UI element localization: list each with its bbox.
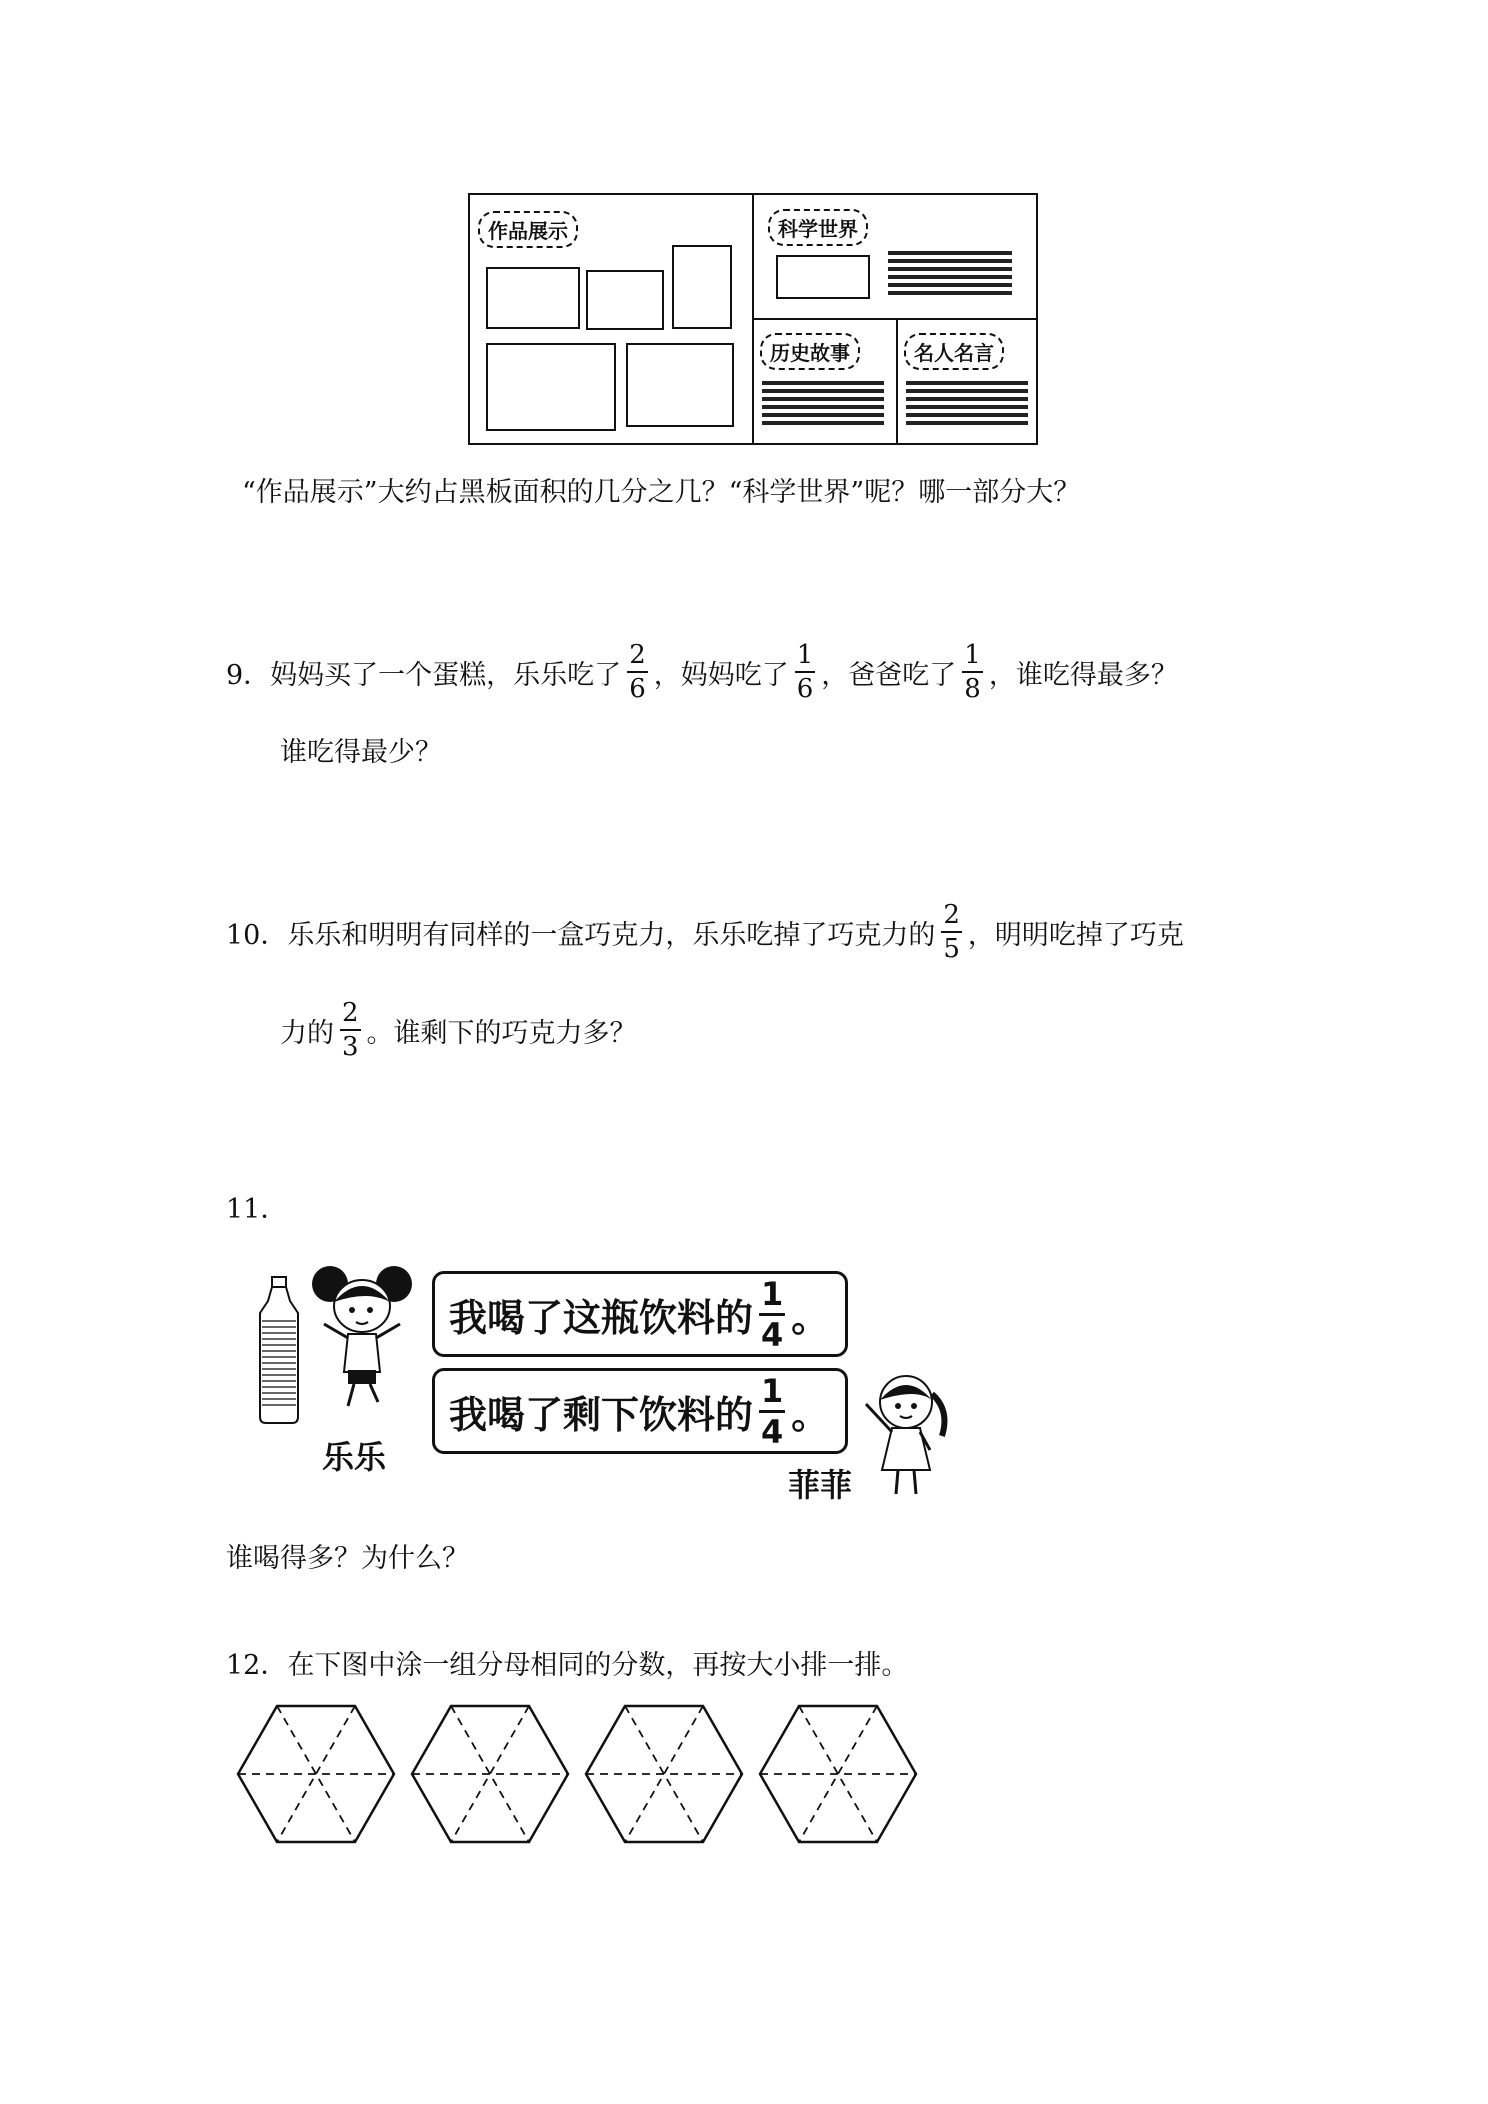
board-tag-quotes: 名人名言 [904, 333, 1004, 370]
q11-question: 谁喝得多？为什么？ [226, 1543, 469, 1574]
board-tag-science: 科学世界 [768, 209, 868, 246]
board-tag-works: 作品展示 [478, 211, 578, 248]
board-text-lines [906, 381, 1028, 425]
fraction: $\frac{2}{5}$ [943, 900, 960, 964]
board-frame [626, 343, 734, 427]
q9-line1 [226, 632, 1178, 712]
hexagon-row [236, 1700, 936, 1850]
fraction: $\frac{2}{6}$ [629, 640, 646, 704]
board-text-lines [888, 251, 1012, 295]
q9-number: 9． [226, 659, 271, 691]
q10-number: 10． [226, 919, 288, 951]
girl-feifei-illustration [846, 1370, 966, 1500]
q9-text: ，妈妈吃了 [653, 659, 789, 691]
bubble-text: 我喝了剩下饮料的 [449, 1392, 754, 1437]
fraction: $\frac{1}{6}$ [796, 640, 814, 704]
fraction: $\frac{1}{4}$ [761, 1371, 784, 1451]
board-frame [486, 343, 616, 431]
name-lele: 乐乐 [322, 1438, 387, 1476]
q9-text: ，谁吃得最多？ [988, 659, 1178, 691]
board-frame [486, 267, 580, 329]
board-divider-horizontal [752, 318, 1036, 320]
q10-text: 力的 [280, 1017, 334, 1049]
q8-question: “作品展示”大约占黑板面积的几分之几？“科学世界”呢？哪一部分大？ [242, 477, 1081, 508]
bubble-text: 。 [791, 1392, 830, 1437]
bubble-text: 我喝了这瓶饮料的 [449, 1295, 754, 1340]
blackboard-diagram [468, 193, 1038, 445]
q10-text: 。谁剩下的巧克力多？ [366, 1017, 637, 1049]
board-text-lines [762, 381, 884, 425]
q12-line [226, 1640, 908, 1684]
speech-bubble-feifei [432, 1368, 848, 1454]
q9-text: 妈妈买了一个蛋糕，乐乐吃了 [270, 659, 622, 691]
q11-number: 11． [226, 1194, 288, 1225]
speech-bubble-lele [432, 1271, 848, 1357]
q9-text: ，爸爸吃了 [821, 659, 957, 691]
fraction: $\frac{1}{4}$ [761, 1274, 784, 1354]
board-frame [672, 245, 732, 329]
board-frame [776, 255, 870, 299]
bottle-icon [254, 1275, 304, 1425]
board-tag-history: 历史故事 [760, 333, 860, 370]
q10-text: 乐乐和明明有同样的一盒巧克力，乐乐吃掉了巧克力的 [287, 919, 936, 951]
q12-number: 12． [226, 1649, 288, 1681]
board-divider-bottom [896, 318, 898, 443]
girl-lele-illustration [308, 1262, 418, 1412]
q10-line1 [226, 892, 1184, 972]
bubble-text: 。 [791, 1295, 830, 1340]
q10-line2 [280, 990, 637, 1070]
q9-line2: 谁吃得最少？ [280, 737, 442, 768]
fraction: $\frac{2}{3}$ [342, 998, 359, 1062]
q10-text: ，明明吃掉了巧克 [967, 919, 1184, 951]
fraction: $\frac{1}{8}$ [964, 640, 981, 704]
board-frame [586, 270, 664, 330]
q12-text: 在下图中涂一组分母相同的分数，再按大小排一排。 [287, 1649, 909, 1681]
name-feifei: 菲菲 [788, 1466, 853, 1504]
